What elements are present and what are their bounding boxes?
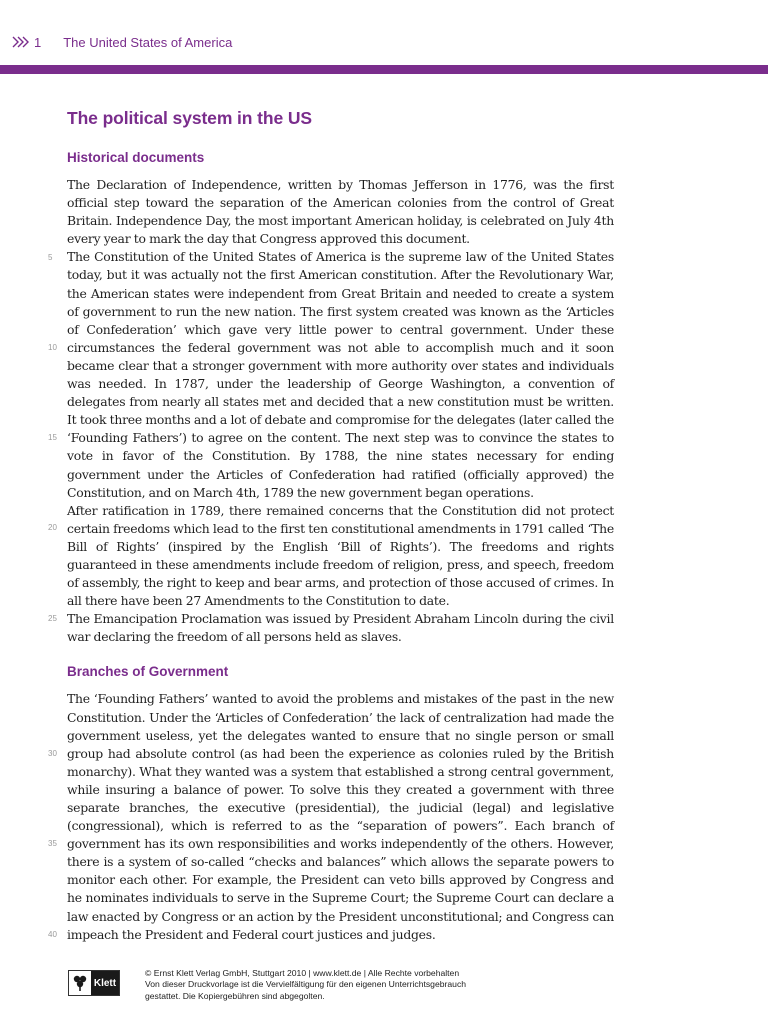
line-number: 15 xyxy=(48,433,57,442)
main-content xyxy=(67,108,614,944)
paragraph: The Emancipation Proclamation was issued by President Abraham Lincoln during the civil war declaring the freedom of all persons held as slaves. xyxy=(67,611,614,645)
running-header xyxy=(12,34,232,50)
copyright-line: Von dieser Druckvorlage ist die Vervielfältigung für den eigenen Unterrichtsgebrauch xyxy=(145,979,467,990)
header-bar xyxy=(0,65,768,74)
page-title: The political system in the US xyxy=(67,108,312,128)
paragraph: After ratification in 1789, there remained concerns that the Constitution did not protect certain freedoms which lead to the first ten constitutional amendments in 1791 called ‘The Bill of Rights’ (inspired by the English ‘Bill of Rights’). The freedoms and rights guaranteed in these amendments include freedom of religion, press, and speech, freedom of assembly, the right to keep and bear arms, and protection of those accused of crimes. In all there have been 27 Amendments to the Constitution to date. xyxy=(67,502,614,609)
line-number: 5 xyxy=(48,253,53,262)
line-number: 30 xyxy=(48,749,57,758)
paragraph: The Constitution of the United States of America is the supreme law of the United States today, but it was actually not the first American constitution. After the Revolutionary War, the American states were independent from Great Britain and needed to create a system of government to run the new nation. The first system created was known as the ‘Articles of Confederation’ which gave very little power to central government. Under these circumstances the federal government was not able to accomplish much and it soon became clear that a stronger government with more authority over states and individuals was needed. In 1787, under the leadership of George Washington, a convention of delegates from nearly all states met and decided that a new constitution must be written. It took three months and a lot of debate and compromise for the delegates (later called the ‘Founding Fathers’) to agree on the content. The next step was to convince the states to vote in favor of the Constitution. By 1788, the nine states necessary for ending government under the Articles of Confederation had ratified (officially approved) the Constitution, and on March 4th, 1789 the new government began operations. xyxy=(67,249,614,500)
copyright-notice xyxy=(145,968,466,1002)
clover-icon xyxy=(69,971,91,995)
line-number: 25 xyxy=(48,614,57,623)
line-number: 35 xyxy=(48,839,57,848)
klett-logo xyxy=(68,970,120,996)
line-number: 20 xyxy=(48,523,57,532)
copyright-line: gestattet. Die Kopiergebühren sind abgegolten. xyxy=(145,990,325,1001)
paragraph: The Declaration of Independence, written by Thomas Jefferson in 1776, was the first official step toward the separation of the American colonies from the control of Great Britain. Independence Day, the most important American holiday, is celebrated on July 4th every year to mark the day that Congress approved this document. xyxy=(67,177,614,247)
chevrons-icon xyxy=(12,36,32,48)
page-footer xyxy=(68,968,668,1008)
line-number: 40 xyxy=(48,930,57,939)
section-heading-historical: Historical documents xyxy=(67,150,205,165)
copyright-line: © Ernst Klett Verlag GmbH, Stuttgart 2010 | www.klett.de | Alle Rechte vorbehalten xyxy=(145,968,460,978)
section-heading-branches: Branches of Government xyxy=(67,664,229,680)
chapter-number: 1 xyxy=(34,34,42,50)
line-number: 10 xyxy=(48,343,57,352)
chapter-title: The United States of America xyxy=(63,34,233,50)
logo-label: Klett xyxy=(91,971,119,995)
paragraph: The ‘Founding Fathers’ wanted to avoid the problems and mistakes of the past in the new Constitution. Under the ‘Articles of Confederation’ the lack of centralization had made the government useless, yet the delegates wanted to ensure that no single person or small group had absolute control (as had been the experience as colonies ruled by the British monarchy). What they wanted was a system that established a strong central government, while insuring a balance of power. To solve this they created a government with three separate branches, the executive (presidential), the judicial (legal) and legislative (congressional), which is referred to as the “separation of powers”. Each branch of government has its own responsibilities and works independently of the others. However, there is a system of so-called “checks and balances” which allows the separate powers to monitor each other. For example, the President can veto bills approved by Congress and he nominates individuals to serve in the Supreme Court; the Supreme Court can declare a law enacted by Congress or an action by the President unconstitutional; and Congress can impeach the President and Federal court justices and judges. xyxy=(67,691,614,942)
